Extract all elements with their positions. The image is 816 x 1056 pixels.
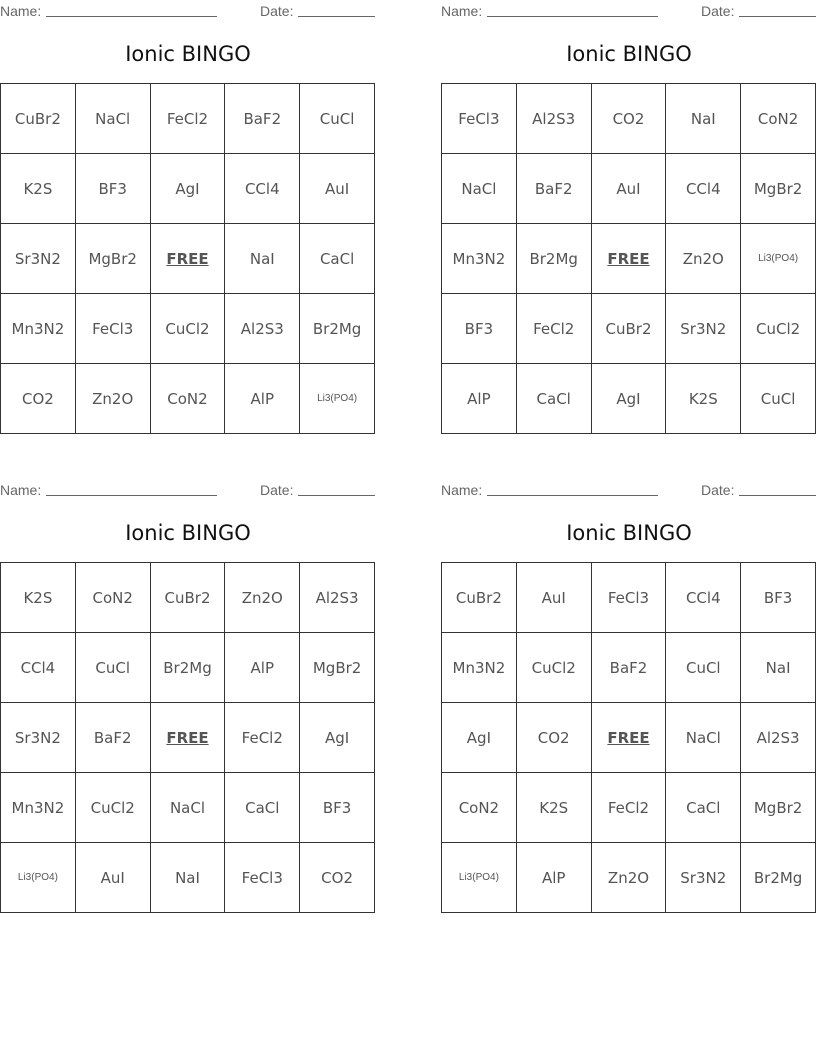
name-label: Name: xyxy=(441,3,483,19)
bingo-cell: BaF2 xyxy=(76,703,151,773)
bingo-cell: Li3(PO4) xyxy=(442,843,517,913)
bingo-card-2 xyxy=(441,0,816,408)
bingo-cell: Al2S3 xyxy=(225,294,300,364)
bingo-cell: BaF2 xyxy=(225,84,300,154)
bingo-cell: AgI xyxy=(300,703,375,773)
free-space: FREE xyxy=(592,703,667,773)
bingo-cell: AlP xyxy=(225,364,300,434)
bingo-cell: CoN2 xyxy=(442,773,517,843)
bingo-cell: NaI xyxy=(225,224,300,294)
bingo-cell: Li3(PO4) xyxy=(1,843,76,913)
bingo-cell: CuBr2 xyxy=(1,84,76,154)
bingo-cell: CO2 xyxy=(592,84,667,154)
bingo-cell: CaCl xyxy=(666,773,741,843)
bingo-cell: BF3 xyxy=(741,563,816,633)
bingo-cell: Sr3N2 xyxy=(666,294,741,364)
bingo-cell: AlP xyxy=(517,843,592,913)
bingo-cell: K2S xyxy=(517,773,592,843)
bingo-cell: Zn2O xyxy=(76,364,151,434)
bingo-cell: FeCl3 xyxy=(225,843,300,913)
bingo-cell: Mn3N2 xyxy=(1,294,76,364)
bingo-cell: CCl4 xyxy=(225,154,300,224)
bingo-card-1 xyxy=(0,0,376,408)
bingo-card-3 xyxy=(0,479,376,887)
bingo-cell: NaI xyxy=(666,84,741,154)
date-field-line[interactable] xyxy=(739,495,816,496)
name-field-line[interactable] xyxy=(487,495,658,496)
bingo-cell: FeCl2 xyxy=(151,84,226,154)
bingo-cell: CuCl2 xyxy=(151,294,226,364)
bingo-cell: Li3(PO4) xyxy=(300,364,375,434)
bingo-cell: Br2Mg xyxy=(300,294,375,364)
bingo-cell: AlP xyxy=(442,364,517,434)
bingo-cell: CoN2 xyxy=(741,84,816,154)
bingo-cell: CO2 xyxy=(300,843,375,913)
bingo-cell: FeCl3 xyxy=(76,294,151,364)
bingo-grid xyxy=(441,562,816,913)
bingo-cell: K2S xyxy=(666,364,741,434)
date-field-line[interactable] xyxy=(739,16,816,17)
date-label: Date: xyxy=(260,482,294,498)
card-header xyxy=(441,479,816,501)
bingo-cell: Zn2O xyxy=(666,224,741,294)
bingo-cell: K2S xyxy=(1,563,76,633)
bingo-cell: CCl4 xyxy=(1,633,76,703)
bingo-cell: AgI xyxy=(442,703,517,773)
name-label: Name: xyxy=(441,482,483,498)
bingo-grid xyxy=(0,83,375,434)
bingo-cell: CuBr2 xyxy=(442,563,517,633)
bingo-cell: Li3(PO4) xyxy=(741,224,816,294)
bingo-cell: CoN2 xyxy=(151,364,226,434)
bingo-grid xyxy=(441,83,816,434)
bingo-cell: NaCl xyxy=(151,773,226,843)
bingo-cell: Br2Mg xyxy=(517,224,592,294)
bingo-cell: Mn3N2 xyxy=(1,773,76,843)
name-field-line[interactable] xyxy=(46,495,217,496)
bingo-cell: BF3 xyxy=(442,294,517,364)
date-label: Date: xyxy=(260,3,294,19)
date-field-line[interactable] xyxy=(298,495,375,496)
bingo-cell: NaCl xyxy=(666,703,741,773)
bingo-cell: BF3 xyxy=(300,773,375,843)
bingo-cell: FeCl2 xyxy=(517,294,592,364)
bingo-cell: Zn2O xyxy=(225,563,300,633)
bingo-cell: CuCl xyxy=(741,364,816,434)
name-label: Name: xyxy=(0,482,42,498)
bingo-cell: Mn3N2 xyxy=(442,633,517,703)
bingo-cell: FeCl3 xyxy=(442,84,517,154)
bingo-cell: NaI xyxy=(741,633,816,703)
bingo-cell: AuI xyxy=(300,154,375,224)
bingo-cell: K2S xyxy=(1,154,76,224)
bingo-cell: MgBr2 xyxy=(300,633,375,703)
bingo-cell: CuCl xyxy=(76,633,151,703)
bingo-grid xyxy=(0,562,375,913)
bingo-cell: Zn2O xyxy=(592,843,667,913)
bingo-cell: CuCl xyxy=(666,633,741,703)
bingo-cell: MgBr2 xyxy=(741,773,816,843)
bingo-cell: CuBr2 xyxy=(592,294,667,364)
card-title: Ionic BINGO xyxy=(125,42,251,66)
bingo-cell: Sr3N2 xyxy=(1,703,76,773)
bingo-cell: Sr3N2 xyxy=(666,843,741,913)
card-title: Ionic BINGO xyxy=(125,521,251,545)
free-space: FREE xyxy=(151,224,226,294)
bingo-cell: CuBr2 xyxy=(151,563,226,633)
bingo-cell: AgI xyxy=(151,154,226,224)
bingo-cell: AuI xyxy=(592,154,667,224)
bingo-cell: CaCl xyxy=(225,773,300,843)
name-field-line[interactable] xyxy=(46,16,217,17)
name-field-line[interactable] xyxy=(487,16,658,17)
bingo-cell: BaF2 xyxy=(517,154,592,224)
bingo-cell: AgI xyxy=(592,364,667,434)
bingo-cell: CO2 xyxy=(517,703,592,773)
card-header xyxy=(441,0,816,22)
bingo-cell: Al2S3 xyxy=(517,84,592,154)
bingo-cell: CCl4 xyxy=(666,563,741,633)
card-header xyxy=(0,479,376,501)
card-title: Ionic BINGO xyxy=(566,521,692,545)
date-label: Date: xyxy=(701,482,735,498)
bingo-cell: NaCl xyxy=(76,84,151,154)
bingo-cell: CaCl xyxy=(300,224,375,294)
bingo-cell: Sr3N2 xyxy=(1,224,76,294)
bingo-cell: AuI xyxy=(76,843,151,913)
bingo-card-4 xyxy=(441,479,816,887)
date-label: Date: xyxy=(701,3,735,19)
bingo-cell: FeCl2 xyxy=(225,703,300,773)
bingo-cell: CaCl xyxy=(517,364,592,434)
bingo-cell: CuCl xyxy=(300,84,375,154)
bingo-cell: Mn3N2 xyxy=(442,224,517,294)
free-space: FREE xyxy=(151,703,226,773)
card-title: Ionic BINGO xyxy=(566,42,692,66)
bingo-cell: Br2Mg xyxy=(151,633,226,703)
bingo-cell: CuCl2 xyxy=(741,294,816,364)
bingo-cell: MgBr2 xyxy=(76,224,151,294)
bingo-cell: CCl4 xyxy=(666,154,741,224)
bingo-cell: CuCl2 xyxy=(76,773,151,843)
bingo-cell: NaI xyxy=(151,843,226,913)
bingo-cell: CuCl2 xyxy=(517,633,592,703)
card-header xyxy=(0,0,376,22)
free-space: FREE xyxy=(592,224,667,294)
bingo-cell: AuI xyxy=(517,563,592,633)
bingo-cell: BF3 xyxy=(76,154,151,224)
bingo-cell: AlP xyxy=(225,633,300,703)
bingo-cell: Al2S3 xyxy=(300,563,375,633)
bingo-cell: CO2 xyxy=(1,364,76,434)
bingo-cell: MgBr2 xyxy=(741,154,816,224)
bingo-cell: Br2Mg xyxy=(741,843,816,913)
bingo-cell: Al2S3 xyxy=(741,703,816,773)
date-field-line[interactable] xyxy=(298,16,375,17)
bingo-cell: FeCl2 xyxy=(592,773,667,843)
name-label: Name: xyxy=(0,3,42,19)
bingo-cell: FeCl3 xyxy=(592,563,667,633)
bingo-cell: CoN2 xyxy=(76,563,151,633)
bingo-cell: NaCl xyxy=(442,154,517,224)
bingo-cell: BaF2 xyxy=(592,633,667,703)
